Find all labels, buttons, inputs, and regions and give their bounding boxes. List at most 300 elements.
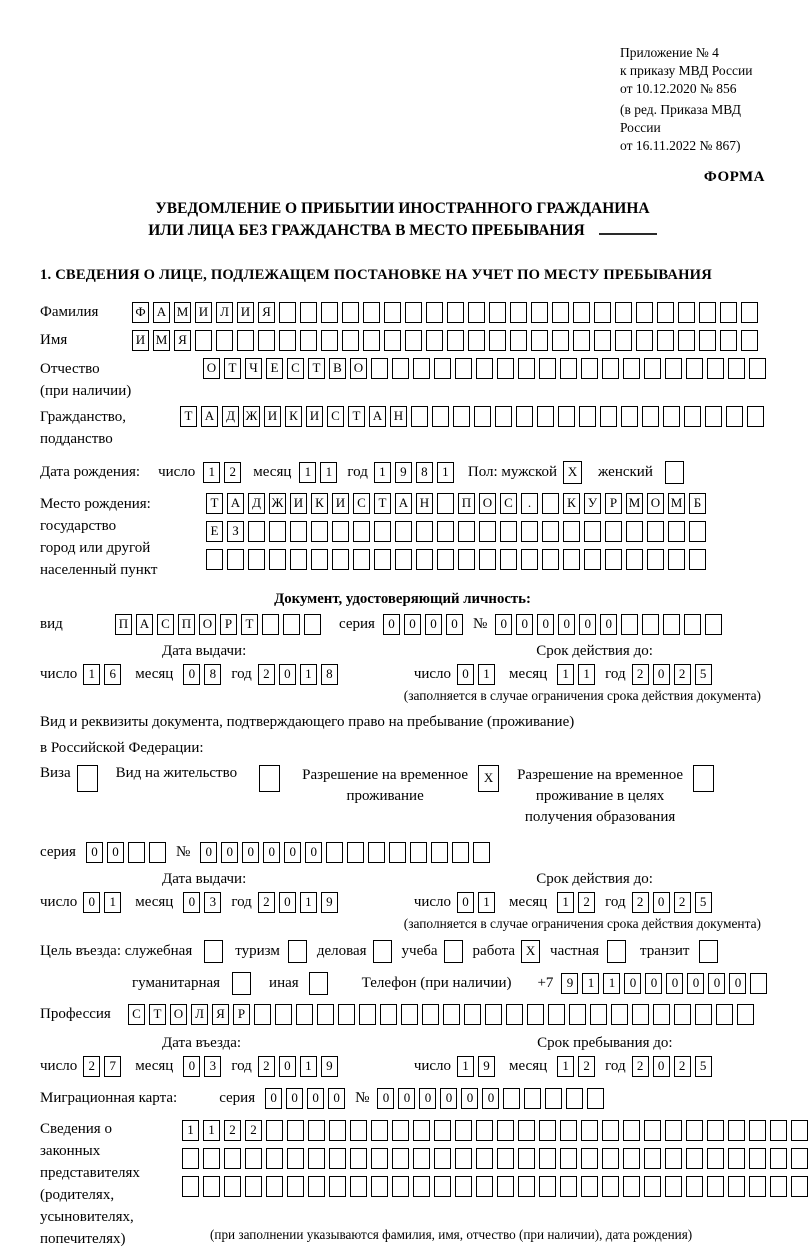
char-box[interactable]: 8 [321, 664, 338, 685]
char-box[interactable] [594, 302, 611, 323]
char-box[interactable] [524, 1088, 541, 1109]
char-box[interactable]: И [290, 493, 307, 514]
char-box[interactable]: 8 [204, 664, 221, 685]
char-box[interactable] [665, 1148, 682, 1169]
char-box[interactable] [558, 406, 575, 427]
char-box[interactable] [182, 1148, 199, 1169]
char-box[interactable]: 0 [666, 973, 683, 994]
char-box[interactable]: Т [348, 406, 365, 427]
char-box[interactable] [269, 549, 286, 570]
char-box[interactable] [707, 1176, 724, 1197]
char-box[interactable] [741, 302, 758, 323]
char-box[interactable] [485, 1004, 502, 1025]
char-box[interactable] [602, 1120, 619, 1141]
char-box[interactable]: У [584, 493, 601, 514]
char-box[interactable]: 0 [263, 842, 280, 863]
char-box[interactable]: Б [689, 493, 706, 514]
char-box[interactable]: О [479, 493, 496, 514]
char-box[interactable]: С [157, 614, 174, 635]
char-box[interactable] [332, 549, 349, 570]
char-box[interactable] [573, 302, 590, 323]
char-box[interactable]: Ж [243, 406, 260, 427]
char-box[interactable]: Н [390, 406, 407, 427]
char-box[interactable] [602, 358, 619, 379]
char-box[interactable]: 1 [603, 973, 620, 994]
char-box[interactable]: Л [191, 1004, 208, 1025]
char-box[interactable] [384, 302, 401, 323]
char-box[interactable] [569, 1004, 586, 1025]
char-box[interactable]: 5 [695, 664, 712, 685]
char-box[interactable] [623, 1176, 640, 1197]
char-box[interactable]: 9 [561, 973, 578, 994]
char-box[interactable] [747, 406, 764, 427]
char-box[interactable] [518, 1148, 535, 1169]
char-box[interactable]: В [329, 358, 346, 379]
char-box[interactable]: 0 [286, 1088, 303, 1109]
char-box[interactable] [728, 1120, 745, 1141]
char-box[interactable]: Ж [269, 493, 286, 514]
char-box[interactable] [521, 521, 538, 542]
char-box[interactable] [304, 614, 321, 635]
char-box[interactable] [431, 842, 448, 863]
char-box[interactable] [374, 549, 391, 570]
char-box[interactable]: 2 [674, 1056, 691, 1077]
char-box[interactable] [563, 521, 580, 542]
char-box[interactable] [426, 302, 443, 323]
char-box[interactable] [468, 302, 485, 323]
char-box[interactable]: А [153, 302, 170, 323]
char-box[interactable] [552, 330, 569, 351]
char-box[interactable] [363, 330, 380, 351]
char-box[interactable]: 0 [83, 892, 100, 913]
char-box[interactable] [489, 330, 506, 351]
char-box[interactable] [290, 521, 307, 542]
char-box[interactable]: X [478, 765, 499, 792]
char-box[interactable]: 0 [265, 1088, 282, 1109]
char-box[interactable] [539, 1148, 556, 1169]
char-box[interactable] [689, 549, 706, 570]
char-box[interactable] [395, 521, 412, 542]
char-box[interactable] [510, 302, 527, 323]
char-box[interactable]: 0 [558, 614, 575, 635]
char-box[interactable] [77, 765, 98, 792]
char-box[interactable]: Е [206, 521, 223, 542]
char-box[interactable]: 1 [300, 892, 317, 913]
char-box[interactable]: 1 [374, 462, 391, 483]
char-box[interactable] [584, 549, 601, 570]
char-box[interactable]: Р [605, 493, 622, 514]
char-box[interactable]: 0 [279, 664, 296, 685]
char-box[interactable] [500, 521, 517, 542]
char-box[interactable] [347, 842, 364, 863]
char-box[interactable] [684, 406, 701, 427]
char-box[interactable] [581, 1148, 598, 1169]
char-box[interactable]: 0 [221, 842, 238, 863]
char-box[interactable]: О [199, 614, 216, 635]
char-box[interactable]: 2 [674, 892, 691, 913]
char-box[interactable]: 1 [557, 1056, 574, 1077]
char-box[interactable] [605, 521, 622, 542]
char-box[interactable] [444, 940, 463, 963]
char-box[interactable] [422, 1004, 439, 1025]
char-box[interactable] [321, 330, 338, 351]
char-box[interactable] [476, 1176, 493, 1197]
char-box[interactable] [560, 358, 577, 379]
char-box[interactable] [665, 1176, 682, 1197]
char-box[interactable]: 0 [457, 664, 474, 685]
char-box[interactable] [560, 1148, 577, 1169]
char-box[interactable]: М [626, 493, 643, 514]
char-box[interactable] [623, 1120, 640, 1141]
char-box[interactable] [410, 842, 427, 863]
char-box[interactable] [350, 1120, 367, 1141]
char-box[interactable] [275, 1004, 292, 1025]
char-box[interactable]: Т [308, 358, 325, 379]
char-box[interactable] [437, 549, 454, 570]
char-box[interactable]: 0 [516, 614, 533, 635]
char-box[interactable]: X [521, 940, 540, 963]
char-box[interactable] [749, 1120, 766, 1141]
char-box[interactable] [581, 1120, 598, 1141]
char-box[interactable]: С [287, 358, 304, 379]
char-box[interactable] [128, 842, 145, 863]
char-box[interactable]: М [174, 302, 191, 323]
char-box[interactable] [500, 549, 517, 570]
char-box[interactable] [587, 1088, 604, 1109]
char-box[interactable] [705, 406, 722, 427]
char-box[interactable] [203, 1148, 220, 1169]
char-box[interactable] [770, 1120, 787, 1141]
char-box[interactable] [437, 493, 454, 514]
char-box[interactable] [479, 549, 496, 570]
char-box[interactable] [674, 1004, 691, 1025]
char-box[interactable]: 0 [446, 614, 463, 635]
char-box[interactable]: 1 [557, 892, 574, 913]
char-box[interactable] [248, 521, 265, 542]
char-box[interactable]: А [227, 493, 244, 514]
char-box[interactable] [665, 358, 682, 379]
char-box[interactable] [737, 1004, 754, 1025]
char-box[interactable] [750, 973, 767, 994]
char-box[interactable] [308, 1120, 325, 1141]
char-box[interactable]: 1 [203, 462, 220, 483]
char-box[interactable]: 1 [300, 664, 317, 685]
char-box[interactable] [317, 1004, 334, 1025]
char-box[interactable] [531, 302, 548, 323]
char-box[interactable]: 0 [183, 664, 200, 685]
char-box[interactable]: З [227, 521, 244, 542]
char-box[interactable]: 0 [200, 842, 217, 863]
char-box[interactable] [182, 1176, 199, 1197]
char-box[interactable] [248, 549, 265, 570]
char-box[interactable]: 0 [579, 614, 596, 635]
char-box[interactable] [413, 1176, 430, 1197]
char-box[interactable] [476, 1148, 493, 1169]
char-box[interactable]: С [500, 493, 517, 514]
char-box[interactable]: 3 [204, 892, 221, 913]
char-box[interactable]: Т [224, 358, 241, 379]
char-box[interactable] [149, 842, 166, 863]
char-box[interactable]: 1 [478, 892, 495, 913]
char-box[interactable]: О [203, 358, 220, 379]
char-box[interactable]: Т [149, 1004, 166, 1025]
char-box[interactable]: А [395, 493, 412, 514]
char-box[interactable]: 0 [279, 892, 296, 913]
char-box[interactable] [405, 330, 422, 351]
char-box[interactable]: О [647, 493, 664, 514]
char-box[interactable] [266, 1120, 283, 1141]
char-box[interactable] [437, 521, 454, 542]
char-box[interactable] [384, 330, 401, 351]
char-box[interactable] [413, 358, 430, 379]
char-box[interactable] [518, 1176, 535, 1197]
char-box[interactable]: Т [206, 493, 223, 514]
char-box[interactable]: 0 [279, 1056, 296, 1077]
char-box[interactable] [699, 940, 718, 963]
char-box[interactable]: 0 [107, 842, 124, 863]
char-box[interactable] [707, 358, 724, 379]
char-box[interactable] [539, 1120, 556, 1141]
char-box[interactable] [728, 1148, 745, 1169]
char-box[interactable]: 1 [478, 664, 495, 685]
char-box[interactable] [329, 1120, 346, 1141]
char-box[interactable] [259, 765, 280, 792]
char-box[interactable] [626, 521, 643, 542]
char-box[interactable] [518, 1120, 535, 1141]
char-box[interactable]: 2 [632, 1056, 649, 1077]
char-box[interactable] [770, 1148, 787, 1169]
char-box[interactable] [791, 1120, 808, 1141]
char-box[interactable] [359, 1004, 376, 1025]
char-box[interactable] [227, 549, 244, 570]
char-box[interactable]: 0 [600, 614, 617, 635]
char-box[interactable]: 1 [578, 664, 595, 685]
char-box[interactable]: 0 [653, 664, 670, 685]
char-box[interactable]: 9 [321, 1056, 338, 1077]
char-box[interactable]: 2 [258, 1056, 275, 1077]
char-box[interactable] [434, 1176, 451, 1197]
char-box[interactable] [749, 358, 766, 379]
char-box[interactable] [741, 330, 758, 351]
char-box[interactable] [791, 1148, 808, 1169]
char-box[interactable] [311, 521, 328, 542]
char-box[interactable]: 0 [537, 614, 554, 635]
char-box[interactable] [283, 614, 300, 635]
char-box[interactable]: 2 [632, 664, 649, 685]
char-box[interactable] [311, 549, 328, 570]
char-box[interactable] [678, 330, 695, 351]
char-box[interactable] [389, 842, 406, 863]
char-box[interactable]: 0 [328, 1088, 345, 1109]
char-box[interactable] [560, 1176, 577, 1197]
char-box[interactable]: 0 [708, 973, 725, 994]
char-box[interactable] [686, 1120, 703, 1141]
char-box[interactable]: П [178, 614, 195, 635]
char-box[interactable] [516, 406, 533, 427]
char-box[interactable] [665, 1120, 682, 1141]
char-box[interactable]: 0 [495, 614, 512, 635]
char-box[interactable] [237, 330, 254, 351]
char-box[interactable]: 0 [183, 892, 200, 913]
char-box[interactable] [287, 1120, 304, 1141]
char-box[interactable]: И [237, 302, 254, 323]
char-box[interactable]: 3 [204, 1056, 221, 1077]
char-box[interactable] [678, 302, 695, 323]
char-box[interactable] [392, 1176, 409, 1197]
char-box[interactable] [254, 1004, 271, 1025]
char-box[interactable]: Л [216, 302, 233, 323]
char-box[interactable]: 2 [674, 664, 691, 685]
char-box[interactable] [495, 406, 512, 427]
char-box[interactable]: 5 [695, 1056, 712, 1077]
char-box[interactable] [668, 521, 685, 542]
char-box[interactable] [416, 521, 433, 542]
char-box[interactable]: 0 [383, 614, 400, 635]
char-box[interactable] [791, 1176, 808, 1197]
char-box[interactable]: 0 [461, 1088, 478, 1109]
char-box[interactable] [539, 358, 556, 379]
char-box[interactable]: И [264, 406, 281, 427]
char-box[interactable] [476, 1120, 493, 1141]
char-box[interactable]: Д [222, 406, 239, 427]
char-box[interactable]: 7 [104, 1056, 121, 1077]
char-box[interactable] [518, 358, 535, 379]
char-box[interactable] [326, 842, 343, 863]
char-box[interactable] [705, 614, 722, 635]
char-box[interactable] [455, 1176, 472, 1197]
char-box[interactable] [663, 614, 680, 635]
char-box[interactable] [600, 406, 617, 427]
char-box[interactable] [573, 330, 590, 351]
char-box[interactable]: 5 [695, 892, 712, 913]
char-box[interactable] [332, 521, 349, 542]
char-box[interactable]: 1 [437, 462, 454, 483]
char-box[interactable] [686, 1148, 703, 1169]
char-box[interactable]: Р [233, 1004, 250, 1025]
char-box[interactable] [684, 614, 701, 635]
char-box[interactable]: Р [220, 614, 237, 635]
char-box[interactable] [527, 1004, 544, 1025]
char-box[interactable]: 2 [224, 1120, 241, 1141]
char-box[interactable]: 1 [104, 892, 121, 913]
char-box[interactable] [432, 406, 449, 427]
char-box[interactable]: 1 [182, 1120, 199, 1141]
char-box[interactable] [623, 1148, 640, 1169]
char-box[interactable]: Т [241, 614, 258, 635]
char-box[interactable] [749, 1176, 766, 1197]
char-box[interactable] [644, 358, 661, 379]
char-box[interactable] [373, 940, 392, 963]
char-box[interactable] [363, 302, 380, 323]
char-box[interactable] [531, 330, 548, 351]
char-box[interactable] [537, 406, 554, 427]
char-box[interactable] [548, 1004, 565, 1025]
char-box[interactable]: О [350, 358, 367, 379]
char-box[interactable] [203, 1176, 220, 1197]
char-box[interactable]: 1 [203, 1120, 220, 1141]
char-box[interactable] [468, 330, 485, 351]
char-box[interactable]: Н [416, 493, 433, 514]
char-box[interactable] [607, 940, 626, 963]
char-box[interactable] [647, 549, 664, 570]
char-box[interactable]: 2 [224, 462, 241, 483]
char-box[interactable] [581, 1176, 598, 1197]
char-box[interactable] [497, 1120, 514, 1141]
char-box[interactable] [542, 549, 559, 570]
char-box[interactable] [611, 1004, 628, 1025]
char-box[interactable] [338, 1004, 355, 1025]
char-box[interactable]: А [136, 614, 153, 635]
char-box[interactable] [350, 1148, 367, 1169]
char-box[interactable]: С [327, 406, 344, 427]
char-box[interactable]: К [285, 406, 302, 427]
char-box[interactable] [300, 302, 317, 323]
char-box[interactable] [395, 549, 412, 570]
char-box[interactable] [590, 1004, 607, 1025]
char-box[interactable] [204, 940, 223, 963]
char-box[interactable] [392, 358, 409, 379]
char-box[interactable] [380, 1004, 397, 1025]
char-box[interactable]: А [201, 406, 218, 427]
char-box[interactable]: X [563, 461, 582, 484]
char-box[interactable] [542, 493, 559, 514]
char-box[interactable]: П [115, 614, 132, 635]
char-box[interactable] [602, 1176, 619, 1197]
char-box[interactable]: 9 [321, 892, 338, 913]
char-box[interactable] [401, 1004, 418, 1025]
char-box[interactable] [497, 1148, 514, 1169]
char-box[interactable] [342, 330, 359, 351]
char-box[interactable] [615, 330, 632, 351]
char-box[interactable]: Е [266, 358, 283, 379]
char-box[interactable] [716, 1004, 733, 1025]
char-box[interactable] [371, 1176, 388, 1197]
char-box[interactable] [644, 1176, 661, 1197]
char-box[interactable]: 0 [482, 1088, 499, 1109]
char-box[interactable] [206, 549, 223, 570]
char-box[interactable]: Ф [132, 302, 149, 323]
char-box[interactable] [434, 1148, 451, 1169]
char-box[interactable] [452, 842, 469, 863]
char-box[interactable]: 6 [104, 664, 121, 685]
char-box[interactable] [636, 302, 653, 323]
char-box[interactable] [224, 1148, 241, 1169]
char-box[interactable] [644, 1120, 661, 1141]
char-box[interactable] [411, 406, 428, 427]
char-box[interactable] [552, 302, 569, 323]
char-box[interactable] [473, 842, 490, 863]
char-box[interactable] [503, 1088, 520, 1109]
char-box[interactable] [308, 1176, 325, 1197]
char-box[interactable]: Д [248, 493, 265, 514]
char-box[interactable] [266, 1176, 283, 1197]
char-box[interactable] [563, 549, 580, 570]
char-box[interactable]: 2 [258, 664, 275, 685]
char-box[interactable]: 0 [457, 892, 474, 913]
char-box[interactable]: 0 [729, 973, 746, 994]
char-box[interactable] [476, 358, 493, 379]
char-box[interactable]: 0 [653, 892, 670, 913]
char-box[interactable] [653, 1004, 670, 1025]
char-box[interactable]: И [332, 493, 349, 514]
char-box[interactable] [657, 302, 674, 323]
char-box[interactable] [584, 521, 601, 542]
char-box[interactable] [686, 358, 703, 379]
char-box[interactable] [479, 521, 496, 542]
char-box[interactable] [693, 765, 714, 792]
char-box[interactable] [416, 549, 433, 570]
char-box[interactable] [539, 1176, 556, 1197]
